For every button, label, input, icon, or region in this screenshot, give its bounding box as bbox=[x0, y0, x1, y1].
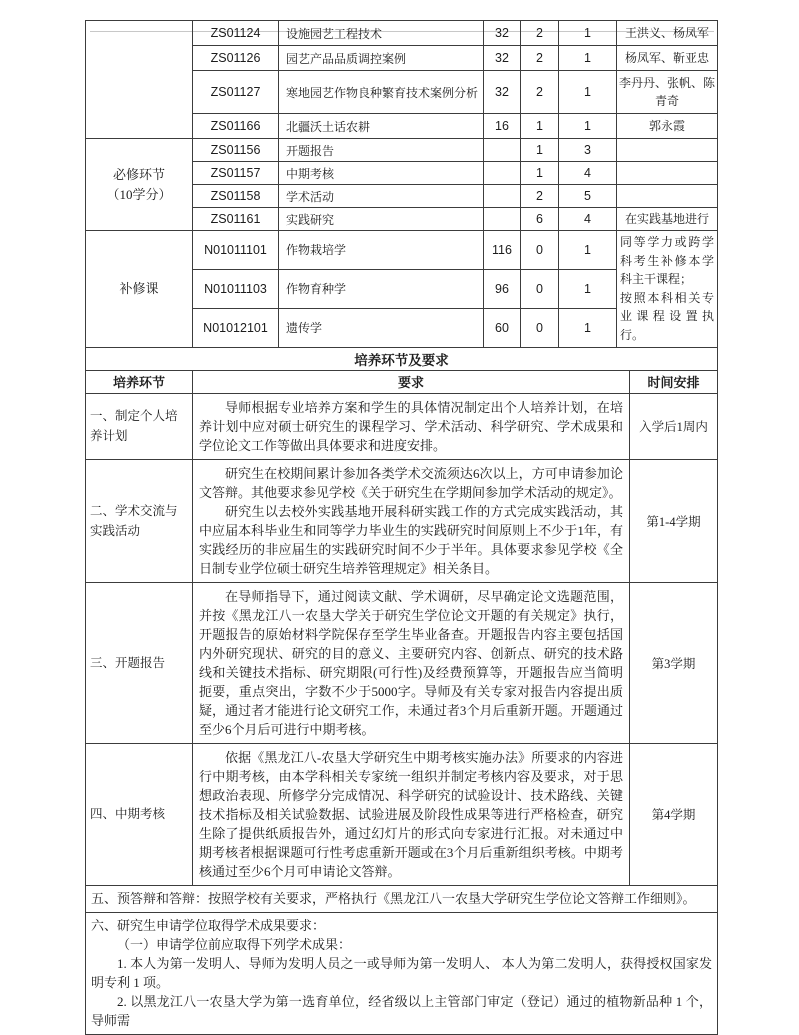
course-teachers bbox=[617, 139, 718, 162]
defense-note bbox=[86, 885, 718, 912]
table-row bbox=[86, 459, 718, 582]
course-hours bbox=[484, 139, 521, 162]
course-hours bbox=[484, 208, 521, 231]
course-semester: 1 bbox=[559, 231, 617, 270]
group-label-line: 必修环节 bbox=[112, 167, 165, 182]
course-teachers: 李丹丹、张帆、陈青奇 bbox=[617, 71, 718, 114]
course-table bbox=[85, 20, 718, 348]
course-name: 遗传学 bbox=[279, 308, 484, 347]
table-row bbox=[86, 370, 718, 393]
course-code: ZS01166 bbox=[193, 114, 279, 139]
course-code: N01012101 bbox=[193, 308, 279, 347]
course-semester: 3 bbox=[559, 139, 617, 162]
course-credits: 2 bbox=[521, 21, 559, 46]
course-semester: 1 bbox=[559, 308, 617, 347]
requirement-paragraph: 导师根据专业培养方案和学生的具体情况制定出个人培养计划，在培养计划中应对硕士研究生的课程学习、学术活动、科学研究、学术成果和学位论文工作等做出具体要求和进度安排。 bbox=[199, 399, 623, 453]
course-semester: 4 bbox=[559, 162, 617, 185]
course-name: 开题报告 bbox=[279, 139, 484, 162]
table-row bbox=[86, 743, 718, 885]
section-title: 培养环节及要求 bbox=[86, 347, 718, 370]
course-hours: 96 bbox=[484, 269, 521, 308]
requirement-text bbox=[193, 459, 630, 582]
table-row bbox=[86, 885, 718, 912]
course-semester: 1 bbox=[559, 71, 617, 114]
course-name: 寒地园艺作物良种繁育技术案例分析 bbox=[279, 71, 484, 114]
course-code: ZS01161 bbox=[193, 208, 279, 231]
course-credits: 2 bbox=[521, 46, 559, 71]
course-code: ZS01156 bbox=[193, 139, 279, 162]
schedule-value: 入学后1周内 bbox=[630, 393, 718, 459]
course-hours bbox=[484, 162, 521, 185]
requirement-paragraph: 研究生在校期间累计参加各类学术交流须达6次以上，方可申请参加论文答辩。其他要求参见学校《关于研究生在学期间参加学术活动的规定》。 bbox=[199, 465, 623, 500]
course-hours bbox=[484, 185, 521, 208]
course-credits: 2 bbox=[521, 71, 559, 114]
table-row bbox=[86, 912, 718, 1034]
course-credits: 1 bbox=[521, 114, 559, 139]
supplementary-note-line: 按照本科相关专业课程设置执行。 bbox=[620, 290, 714, 342]
document-page bbox=[0, 20, 799, 1028]
course-teachers: 王洪义、杨凤军 bbox=[617, 21, 718, 46]
note-line: （一）申请学位前应取得下列学术成果： bbox=[117, 936, 352, 952]
stage-label: 二、学术交流与实践活动 bbox=[86, 459, 193, 582]
course-hours: 16 bbox=[484, 114, 521, 139]
course-teachers bbox=[617, 162, 718, 185]
course-hours: 60 bbox=[484, 308, 521, 347]
course-name: 北疆沃土话农耕 bbox=[279, 114, 484, 139]
course-hours: 32 bbox=[484, 46, 521, 71]
table-row bbox=[86, 21, 718, 46]
course-teachers: 在实践基地进行 bbox=[617, 208, 718, 231]
stage-label: 一、制定个人培养计划 bbox=[86, 393, 193, 459]
course-credits: 2 bbox=[521, 185, 559, 208]
course-name: 中期考核 bbox=[279, 162, 484, 185]
course-code: ZS01157 bbox=[193, 162, 279, 185]
note-line: 2. 以黑龙江八一农垦大学为第一选育单位，经省级以上主管部门审定（登记）通过的植物新品种 1 个，导师需 bbox=[91, 993, 713, 1028]
table-row bbox=[86, 347, 718, 370]
requirement-text bbox=[193, 743, 630, 885]
requirement-text bbox=[193, 393, 630, 459]
stage-label: 三、开题报告 bbox=[86, 582, 193, 743]
course-credits: 1 bbox=[521, 162, 559, 185]
group-label-line: 补修课 bbox=[119, 281, 159, 297]
note-line: 六、研究生申请学位取得学术成果要求： bbox=[91, 917, 326, 933]
course-semester: 1 bbox=[559, 21, 617, 46]
course-semester: 1 bbox=[559, 114, 617, 139]
course-teachers: 杨凤军、靳亚忠 bbox=[617, 46, 718, 71]
course-code: ZS01158 bbox=[193, 185, 279, 208]
schedule-value: 第3学期 bbox=[630, 582, 718, 743]
course-name: 设施园艺工程技术 bbox=[279, 21, 484, 46]
table-row bbox=[86, 139, 718, 162]
course-code: ZS01127 bbox=[193, 71, 279, 114]
course-hours: 32 bbox=[484, 71, 521, 114]
course-name: 作物育种学 bbox=[279, 269, 484, 308]
column-header-schedule: 时间安排 bbox=[630, 370, 718, 393]
course-hours: 32 bbox=[484, 21, 521, 46]
group-label-supplementary-courses bbox=[86, 231, 193, 348]
course-semester: 1 bbox=[559, 46, 617, 71]
course-semester: 4 bbox=[559, 208, 617, 231]
course-name: 实践研究 bbox=[279, 208, 484, 231]
requirement-paragraph: 在导师指导下，通过阅读文献、学术调研，尽早确定论文选题范围，并按《黑龙江八一农垦大学关于研究生学位论文开题的有关规定》执行，开题报告的原始材料学院保存至学生毕业备查。开题报告内容主要包括国内外研究现状、研究的目的意义、主要研究内容、创新点、研究的技术路线和关键技术指标、研究期限(可行性)及经费预算等，开题报告应当简明扼要，重点突出，字数不少于5000字。导师及有关专家对报告内容提出质疑，通过者才能进行论文研究工作，未通过者3个月后重新开题。开题通过至少6个月后可进行中期考核。 bbox=[199, 588, 623, 737]
training-requirements-table bbox=[85, 347, 718, 1035]
table-row bbox=[86, 393, 718, 459]
course-teachers bbox=[617, 185, 718, 208]
course-credits: 0 bbox=[521, 231, 559, 270]
table-row bbox=[86, 582, 718, 743]
academic-achievement-note bbox=[86, 912, 718, 1034]
column-header-requirement: 要求 bbox=[193, 370, 630, 393]
course-name: 作物栽培学 bbox=[279, 231, 484, 270]
course-semester: 5 bbox=[559, 185, 617, 208]
note-line: 五、预答辩和答辩：按照学校有关要求，严格执行《黑龙江八一农垦大学研究生学位论文答辩工作细则》。 bbox=[91, 890, 696, 906]
course-credits: 6 bbox=[521, 208, 559, 231]
requirement-text bbox=[193, 582, 630, 743]
course-code: ZS01126 bbox=[193, 46, 279, 71]
column-header-stage: 培养环节 bbox=[86, 370, 193, 393]
requirement-paragraph: 依据《黑龙江八-农垦大学研究生中期考核实施办法》所要求的内容进行中期考核，由本学科相关专家统一组织并制定考核内容及要求，对于思想政治表现、所修学分完成情况、科学研究的试验设计、技术路线、关键技术指标及相关试验数据、试验进展及阶段性成果等进行严格检查，研究生除了提供纸质报告外，通过幻灯片的形式向专家进行汇报。对未通过中期考核者根据课题可行性考虑重新开题或在3个月后重新组织考核。中期考核通过至少6个月可申请论文答辩。 bbox=[199, 749, 623, 879]
course-code: ZS01124 bbox=[193, 21, 279, 46]
course-code: N01011101 bbox=[193, 231, 279, 270]
group-label-empty bbox=[86, 21, 193, 139]
table-row bbox=[86, 231, 718, 270]
course-credits: 0 bbox=[521, 269, 559, 308]
course-teachers: 郭永霞 bbox=[617, 114, 718, 139]
course-hours: 116 bbox=[484, 231, 521, 270]
note-line: 1. 本人为第一发明人、导师为发明人员之一或导师为第一发明人、 本人为第二发明人，获得授权国家发明专利 1 项。 bbox=[91, 955, 713, 990]
supplementary-note bbox=[617, 231, 718, 348]
course-credits: 0 bbox=[521, 308, 559, 347]
course-code: N01011103 bbox=[193, 269, 279, 308]
supplementary-note-line: 同等学力或跨学科考生补修本学科主干课程； bbox=[620, 235, 714, 287]
schedule-value: 第1-4学期 bbox=[630, 459, 718, 582]
course-credits: 1 bbox=[521, 139, 559, 162]
course-name: 学术活动 bbox=[279, 185, 484, 208]
course-semester: 1 bbox=[559, 269, 617, 308]
group-label-line: （10学分） bbox=[106, 186, 172, 202]
requirement-paragraph: 研究生以去校外实践基地开展科研实践工作的方式完成实践活动，其中应届本科毕业生和同等学力毕业生的实践研究时间原则上不少于1年，有实践经历的非应届生的实践研究时间不少于半年。具体要求参见学校《全日制专业学位硕士研究生培养管理规定》相关条目。 bbox=[199, 503, 623, 576]
group-label-required-steps bbox=[86, 139, 193, 231]
schedule-value: 第4学期 bbox=[630, 743, 718, 885]
course-name: 园艺产品品质调控案例 bbox=[279, 46, 484, 71]
stage-label: 四、中期考核 bbox=[86, 743, 193, 885]
